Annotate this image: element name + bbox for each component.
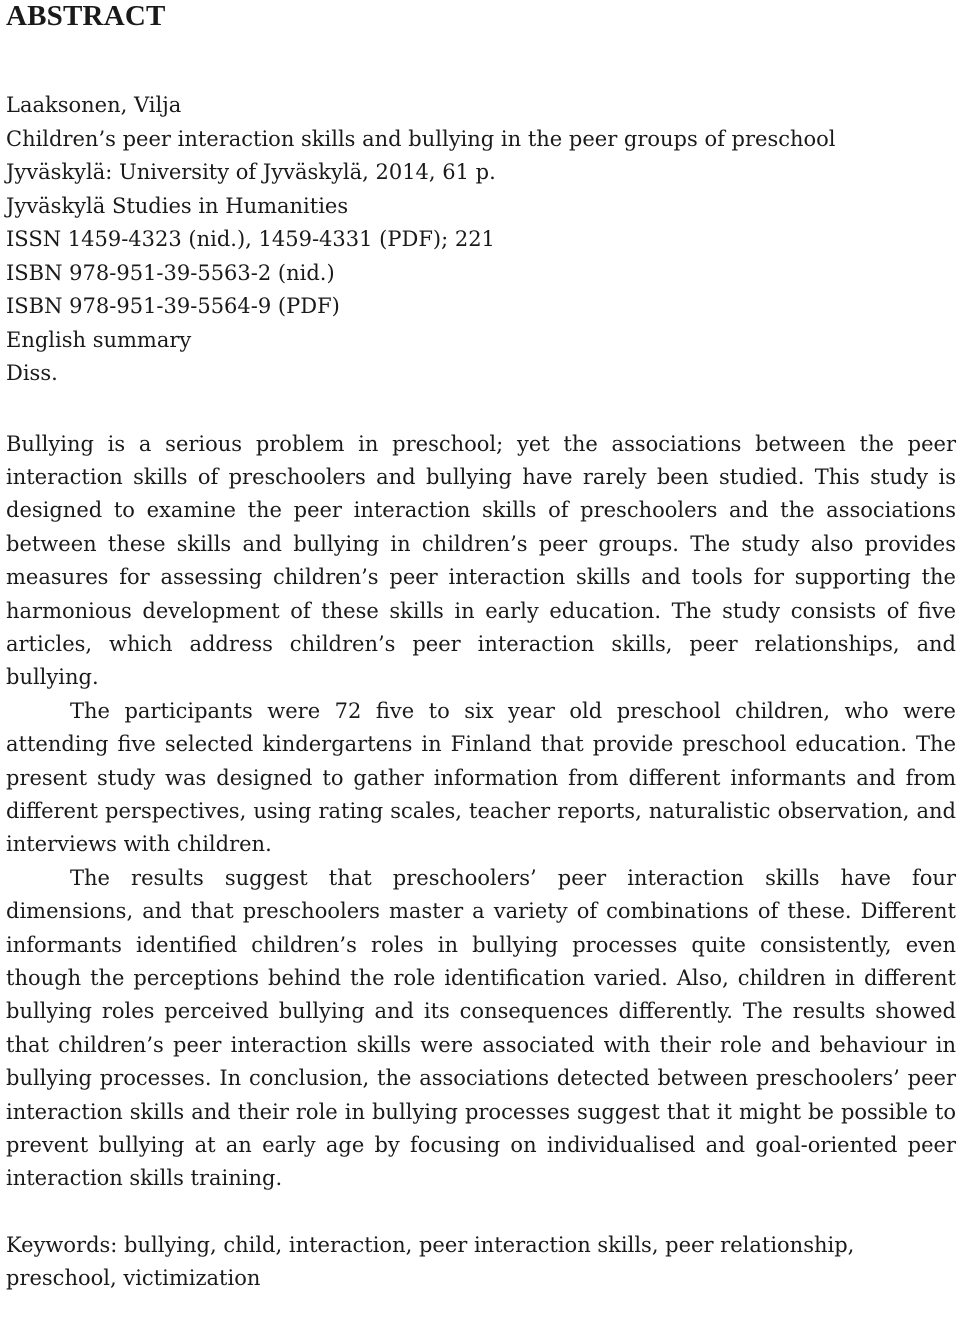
author-name: Laaksonen, Vilja (6, 93, 182, 117)
issn-line: ISSN 1459-4323 (nid.), 1459-4331 (PDF); 221 (6, 227, 495, 251)
abstract-paragraph: Bullying is a serious problem in preschool; yet the associations between the peer interaction skills of preschoolers and bullying have rarely been studied. This study is designed to examine the peer interaction skills of preschoolers and the associations between these skills and bullying in children’s peer groups. The study also provides measures for assessing children’s peer interaction skills and tools for supporting the harmonious development of these skills in early education. The study consists of five articles, which address children’s peer interaction skills, peer relationships, and bullying. (6, 431, 956, 690)
document-type: Diss. (6, 361, 58, 385)
isbn-print-line: ISBN 978-951-39-5563-2 (nid.) (6, 260, 335, 285)
abstract-paragraph: The participants were 72 five to six year old preschool children, who were attending five selected kindergartens in Finland that provide preschool education. The present study was designed to gather information from different informants and from different perspectives, using rating scales, teacher reports, naturalistic observation, and interviews with children. (6, 698, 956, 857)
isbn-pdf-line: ISBN 978-951-39-5564-9 (PDF) (6, 294, 340, 318)
publisher-line: Jyväskylä: University of Jyväskylä, 2014, 61 p. (6, 160, 496, 184)
series-name: Jyväskylä Studies in Humanities (6, 193, 349, 218)
page-title: ABSTRACT (6, 0, 166, 32)
language-note: English summary (6, 327, 192, 352)
document-page (6, 0, 956, 1296)
abstract-body (6, 428, 956, 1196)
abstract-paragraph: The results suggest that preschoolers’ peer interaction skills have four dimensions, and that preschoolers master a variety of combinations of these. Different informants identified children’s roles in bullying processes quite consistently, even though the perceptions behind the role identification varied. Also, children in different bullying roles perceived bullying and its consequences differently. The results showed that children’s peer interaction skills were associated with their role and behaviour in bullying processes. In conclusion, the associations detected between preschoolers’ peer interaction skills and their role in bullying processes suggest that it might be possible to prevent bullying at an early age by focusing on individualised and goal-oriented peer interaction skills training. (6, 865, 956, 1191)
bibliographic-info (6, 89, 956, 391)
keywords: Keywords: bullying, child, interaction, peer interaction skills, peer relationship, preschool, victimization (6, 1232, 855, 1291)
work-title: Children’s peer interaction skills and bullying in the peer groups of preschool (6, 126, 836, 151)
